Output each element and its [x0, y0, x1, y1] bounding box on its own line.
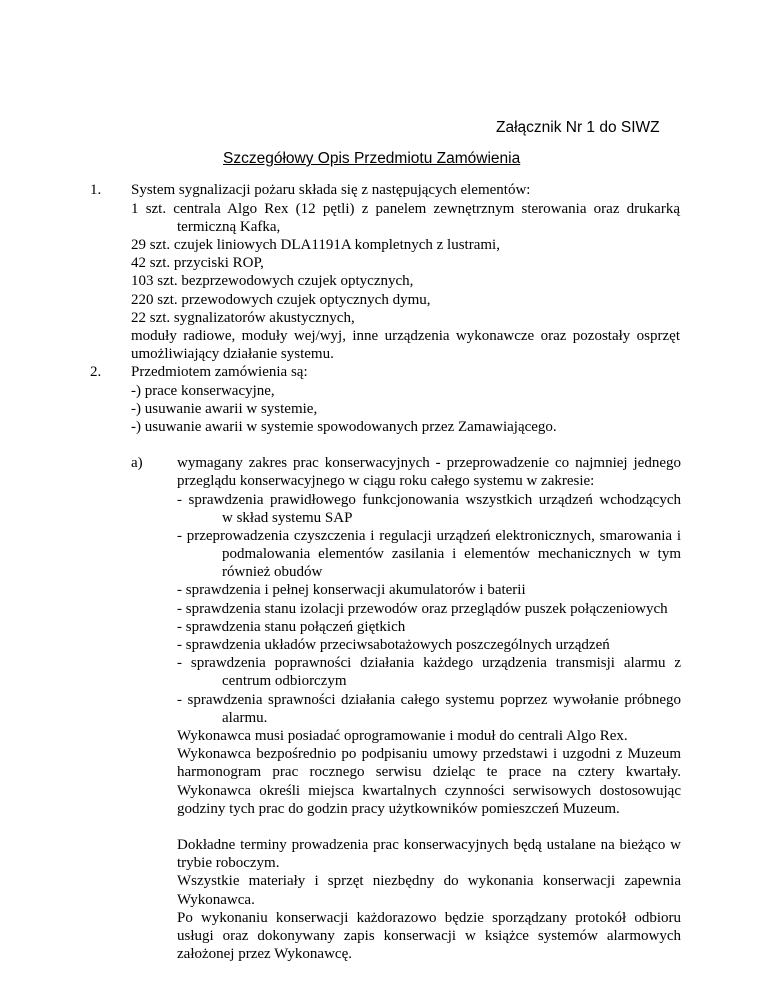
bullet-item-cont: również obudów	[222, 564, 323, 580]
paragraph-line: wymagany zakres prac konserwacyjnych - przeprowadzenie co najmniej jednego	[177, 455, 681, 471]
bullet-item-cont: w skład systemu SAP	[222, 510, 353, 526]
bullet-item: - sprawdzenia stanu izolacji przewodów oraz przeglądów puszek połączeniowych	[177, 601, 668, 617]
paragraph-line: Wykonawca musi posiadać oprogramowanie i moduł do centrali Algo Rex.	[177, 728, 628, 744]
bullet-item-cont: centrum odbiorczym	[222, 673, 347, 689]
section-1-item: 42 szt. przyciski ROP,	[131, 255, 264, 271]
section-1-item: moduły radiowe, moduły wej/wyj, inne urządzenia wykonawcze oraz pozostały osprzęt	[131, 328, 680, 344]
section-2-intro: Przedmiotem zamówienia są:	[131, 364, 308, 380]
paragraph-line: przeglądu konserwacyjnego w ciągu roku całego systemu w zakresie:	[177, 473, 595, 489]
paragraph-line: Wykonawca określi miejsca kwartalnych czynności serwisowych dostosowując	[177, 783, 681, 799]
section-2-item: -) usuwanie awarii w systemie,	[131, 401, 318, 417]
section-1-intro: System sygnalizacji pożaru składa się z następujących elementów:	[131, 182, 531, 198]
section-1-item: 1 szt. centrala Algo Rex (12 pętli) z panelem zewnętrznym sterowania oraz drukarką	[131, 201, 680, 217]
section-1-number: 1.	[90, 182, 102, 198]
section-2-number: 2.	[90, 364, 102, 380]
section-2-item: -) prace konserwacyjne,	[131, 383, 275, 399]
subsection-a-label: a)	[131, 455, 143, 471]
document-title: Szczegółowy Opis Przedmiotu Zamówienia	[223, 150, 521, 167]
paragraph-line: godziny tych prac do godzin pracy użytkowników pomieszczeń Muzeum.	[177, 801, 620, 817]
section-1-item-cont: umożliwiający działanie systemu.	[131, 346, 334, 362]
bullet-item-cont: alarmu.	[222, 710, 268, 726]
section-1-item: 29 szt. czujek liniowych DLA1191A kompletnych z lustrami,	[131, 237, 500, 253]
section-2-item: -) usuwanie awarii w systemie spowodowanych przez Zamawiającego.	[131, 419, 557, 435]
bullet-item: - sprawdzenia poprawności działania każdego urządzenia transmisji alarmu z	[177, 655, 681, 671]
section-1-item: 103 szt. bezprzewodowych czujek optycznych,	[131, 273, 414, 289]
bullet-item-cont: podmalowania elementów zasilania i elementów mechanicznych w tym	[222, 546, 681, 562]
paragraph-line: Wykonawca.	[177, 892, 255, 908]
bullet-item: - sprawdzenia sprawności działania całego systemu poprzez wywołanie próbnego	[177, 692, 681, 708]
bullet-item: - sprawdzenia stanu połączeń giętkich	[177, 619, 406, 635]
paragraph-line: Po wykonaniu konserwacji każdorazowo będzie sporządzany protokół odbioru	[177, 910, 681, 926]
paragraph-line: Wszystkie materiały i sprzęt niezbędny do wykonania konserwacji zapewnia	[177, 873, 681, 889]
paragraph-line: Dokładne terminy prowadzenia prac konserwacyjnych będą ustalane na bieżąco w	[177, 837, 681, 853]
paragraph-line: założonej przez Wykonawcę.	[177, 946, 352, 962]
paragraph-line: usługi oraz dokonywany zapis konserwacji w książce systemów alarmowych	[177, 928, 681, 944]
section-1-item: 220 szt. przewodowych czujek optycznych dymu,	[131, 292, 431, 308]
paragraph-line: trybie roboczym.	[177, 855, 280, 871]
bullet-item: - sprawdzenia prawidłowego funkcjonowania wszystkich urządzeń wchodzących	[177, 492, 681, 508]
bullet-item: - sprawdzenia i pełnej konserwacji akumulatorów i baterii	[177, 582, 526, 598]
paragraph-line: harmonogram prac rocznego serwisu dzieląc te prace na cztery kwartały.	[177, 764, 681, 780]
annex-label: Załącznik Nr 1 do SIWZ	[496, 119, 660, 136]
bullet-item: - przeprowadzenia czyszczenia i regulacji urządzeń elektronicznych, smarowania i	[177, 528, 681, 544]
paragraph-line: Wykonawca bezpośrednio po podpisaniu umowy przedstawi i uzgodni z Muzeum	[177, 746, 681, 762]
bullet-item: - sprawdzenia układów przeciwsabotażowych poszczególnych urządzeń	[177, 637, 610, 653]
section-1-item: 22 szt. sygnalizatorów akustycznych,	[131, 310, 355, 326]
section-1-item-cont: termiczną Kafka,	[177, 219, 281, 235]
